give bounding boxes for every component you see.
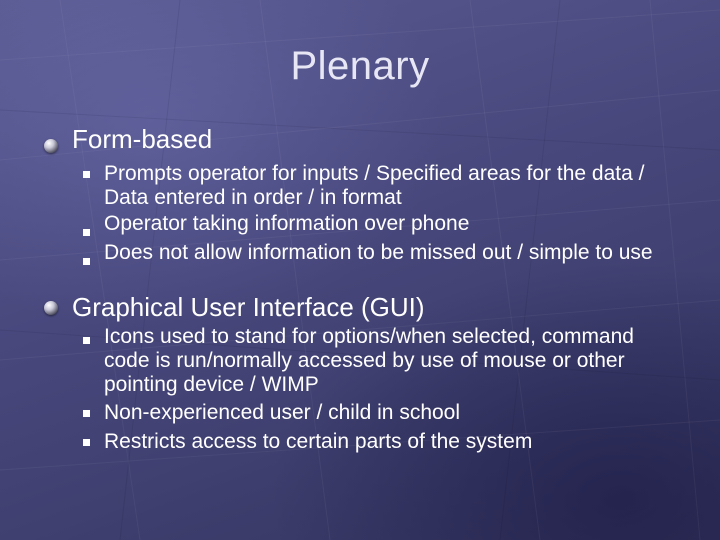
square-bullet-icon	[83, 171, 90, 178]
square-bullet-icon	[83, 439, 90, 446]
square-bullet-icon	[83, 410, 90, 417]
bullet-item: Operator taking information over phone	[104, 212, 470, 235]
square-bullet-icon	[83, 229, 90, 236]
bullet-item: Restricts access to certain parts of the system	[104, 430, 533, 453]
section-heading-form-based: Form-based	[72, 124, 213, 154]
round-bullet-icon	[44, 301, 58, 315]
section-heading-gui: Graphical User Interface (GUI)	[72, 292, 425, 322]
bullet-item: Prompts operator for inputs / Specified areas for the data / Data entered in order / in format	[104, 162, 645, 209]
slide-title: Plenary	[290, 44, 430, 88]
bullet-item: Icons used to stand for options/when selected, command code is run/normally accessed by use of mouse or other pointing device / WIMP	[104, 325, 634, 396]
bullet-item: Non-experienced user / child in school	[104, 401, 461, 424]
square-bullet-icon	[83, 258, 90, 265]
square-bullet-icon	[83, 337, 90, 344]
bullet-item: Does not allow information to be missed out / simple to use	[104, 241, 653, 264]
round-bullet-icon	[44, 139, 58, 153]
